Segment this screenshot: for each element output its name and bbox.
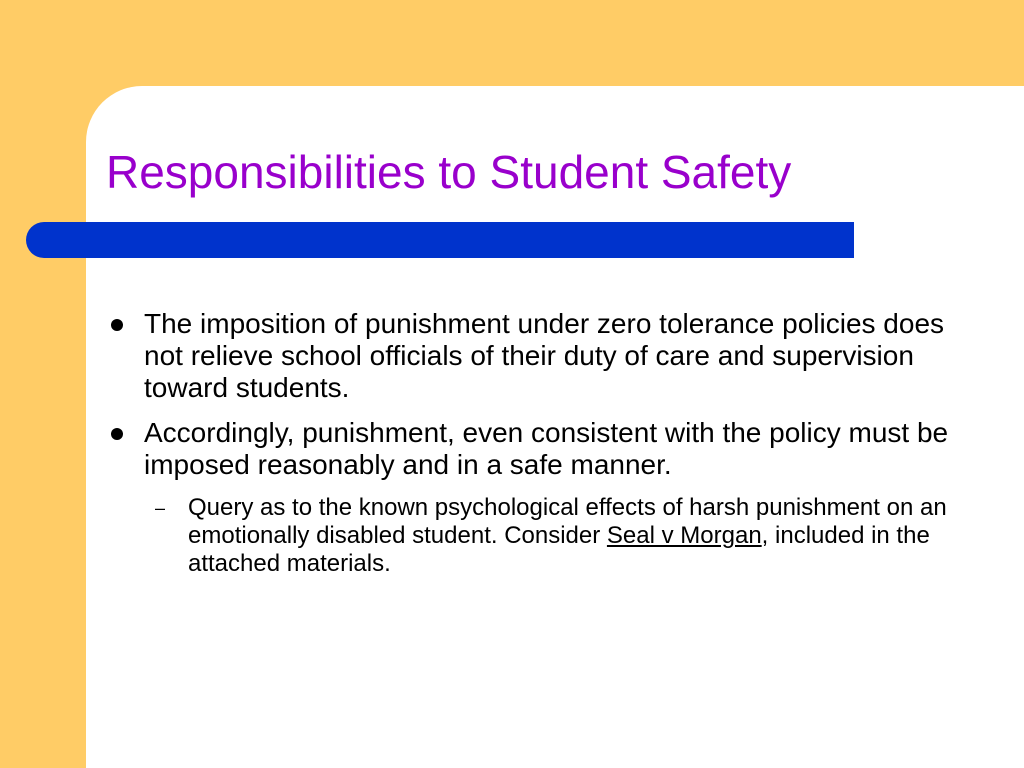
bullet-item <box>106 308 956 404</box>
sub-bullet-text-start: Query as to the known psychological effects of harsh punishment on an emotionally disabled student. Consider <box>188 494 947 549</box>
bullet-text: The imposition of punishment under zero tolerance policies does not relieve school officials of their duty of care and supervision toward students. <box>144 308 945 403</box>
slide-title: Responsibilities to Student Safety <box>106 146 792 198</box>
filled-circle-bullet-icon <box>111 319 123 331</box>
sub-bullet-item <box>155 494 956 578</box>
dash-bullet-icon: – <box>155 498 166 518</box>
title-underline-bar <box>26 222 854 258</box>
case-citation-link[interactable]: Seal v Morgan <box>606 522 762 549</box>
bullet-item <box>106 417 956 481</box>
filled-circle-bullet-icon <box>111 428 123 440</box>
sub-bullet-text-end: , included in the attached materials. <box>188 522 930 577</box>
slide-body <box>106 308 956 578</box>
bullet-text: Accordingly, punishment, even consistent with the policy must be imposed reasonably and in a safe manner. <box>144 417 949 480</box>
